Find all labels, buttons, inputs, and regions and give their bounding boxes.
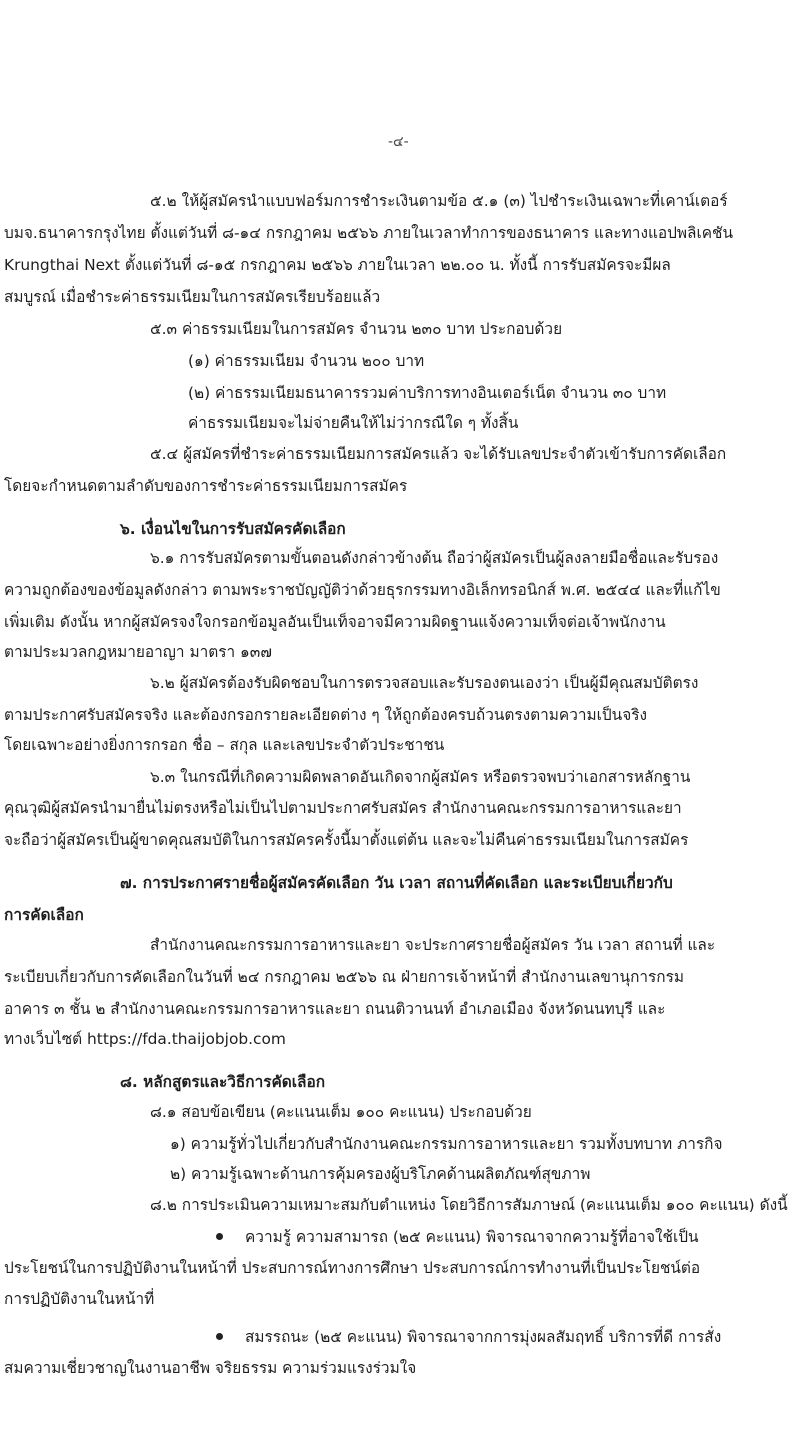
s6-1-line-3: เพิ่มเติม ดังนั้น หากผู้สมัครจงใจกรอกข้อมูลอันเป็นเท็จอาจมีความผิดฐานแจ้งความเท็จต่อเจ้าพนักงาน <box>4 613 666 631</box>
s6-3-line-1: ๖.๓ ในกรณีที่เกิดความผิดพลาดอันเกิดจากผู้สมัคร หรือตรวจพบว่าเอกสารหลักฐาน <box>150 768 691 786</box>
s5-4-line-1: ๕.๔ ผู้สมัครที่ชำระค่าธรรมเนียมการสมัครแล้ว จะได้รับเลขประจำตัวเข้ารับการคัดเลือก <box>150 445 727 463</box>
s6-heading: ๖. เงื่อนไขในการรับสมัครคัดเลือก <box>120 520 346 538</box>
s6-1-line-4: ตามประมวลกฎหมายอาญา มาตรา ๑๓๗ <box>4 643 272 661</box>
s5-2-line-1: ๕.๒ ให้ผู้สมัครนำแบบฟอร์มการชำระเงินตามข้อ ๕.๑ (๓) ไปชำระเงินเฉพาะที่เคาน์เตอร์ <box>150 192 728 210</box>
s5-2-line-4: สมบูรณ์ เมื่อชำระค่าธรรมเนียมในการสมัครเรียบร้อยแล้ว <box>4 288 381 306</box>
s6-1-line-1: ๖.๑ การรับสมัครตามขั้นตอนดังกล่าวข้างต้น ถือว่าผู้สมัครเป็นผู้ลงลายมือชื่อและรับรอง <box>150 549 719 567</box>
s7-heading-line-1: ๗. การประกาศรายชื่อผู้สมัครคัดเลือก วัน เวลา สถานที่คัดเลือก และระเบียบเกี่ยวกับ <box>120 874 673 892</box>
s8-2-bullet-1-line-2: ประโยชน์ในการปฏิบัติงานในหน้าที่ ประสบการณ์ทางการศึกษา ประสบการณ์การทำงานที่เป็นประโยชน์ต่อ <box>4 1259 701 1277</box>
s8-2-bullet-2-line-1: สมรรถนะ (๒๕ คะแนน) พิจารณาจากการมุ่งผลสัมฤทธิ์ บริการที่ดี การสั่ง <box>245 1328 722 1346</box>
s6-2-line-1: ๖.๒ ผู้สมัครต้องรับผิดชอบในการตรวจสอบและรับรองตนเองว่า เป็นผู้มีคุณสมบัติตรง <box>150 674 699 692</box>
s7-website-line: ทางเว็บไซต์ https://fda.thaijobjob.com <box>4 1030 286 1048</box>
s7-body-line-1: สำนักงานคณะกรรมการอาหารและยา จะประกาศรายชื่อผู้สมัคร วัน เวลา สถานที่ และ <box>150 936 716 954</box>
page-number: -๔- <box>388 134 409 150</box>
s8-2-line: ๘.๒ การประเมินความเหมาะสมกับตำแหน่ง โดยวิธีการสัมภาษณ์ (คะแนนเต็ม ๑๐๐ คะแนน) ดังนี้ <box>150 1196 788 1214</box>
s5-4-line-2: โดยจะกำหนดตามลำดับของการชำระค่าธรรมเนียมการสมัคร <box>4 477 408 495</box>
s7-body-line-2: ระเบียบเกี่ยวกับการคัดเลือกในวันที่ ๒๔ กรกฎาคม ๒๕๖๖ ณ ฝ่ายการเจ้าหน้าที่ สำนักงานเลขานุการกรม <box>4 968 685 986</box>
bullet-icon <box>216 1333 223 1340</box>
s6-2-line-2: ตามประกาศรับสมัครจริง และต้องกรอกรายละเอียดต่าง ๆ ให้ถูกต้องครบถ้วนตรงตามความเป็นจริง <box>4 706 648 724</box>
s6-3-line-3: จะถือว่าผู้สมัครเป็นผู้ขาดคุณสมบัติในการสมัครครั้งนี้มาตั้งแต่ต้น และจะไม่คืนค่าธรรมเนียมในการสมัคร <box>4 831 689 849</box>
s8-2-bullet-1-line-1: ความรู้ ความสามารถ (๒๕ คะแนน) พิจารณาจากความรู้ที่อาจใช้เป็น <box>245 1228 699 1246</box>
s5-2-line-2: บมจ.ธนาคารกรุงไทย ตั้งแต่วันที่ ๘-๑๔ กรกฎาคม ๒๕๖๖ ภายในเวลาทำการของธนาคาร และทางแอปพลิเคชัน <box>4 224 733 242</box>
s8-1-item-1: ๑) ความรู้ทั่วไปเกี่ยวกับสำนักงานคณะกรรมการอาหารและยา รวมทั้งบทบาท ภารกิจ <box>170 1135 723 1153</box>
s6-2-line-3: โดยเฉพาะอย่างยิ่งการกรอก ชื่อ – สกุล และเลขประจำตัวประชาชน <box>4 736 445 754</box>
s5-3-item-1: (๑) ค่าธรรมเนียม จำนวน ๒๐๐ บาท <box>188 352 425 370</box>
s6-3-line-2: คุณวุฒิผู้สมัครนำมายื่นไม่ตรงหรือไม่เป็นไปตามประกาศรับสมัคร สำนักงานคณะกรรมการอาหารและยา <box>4 799 682 817</box>
s5-3-item-2: (๒) ค่าธรรมเนียมธนาคารรวมค่าบริการทางอินเตอร์เน็ต จำนวน ๓๐ บาท <box>188 384 667 402</box>
s5-3-line-1: ๕.๓ ค่าธรรมเนียมในการสมัคร จำนวน ๒๓๐ บาท ประกอบด้วย <box>150 320 563 338</box>
s7-body-line-3: อาคาร ๓ ชั้น ๒ สำนักงานคณะกรรมการอาหารและยา ถนนติวานนท์ อำเภอเมือง จังหวัดนนทบุรี และ <box>4 1000 666 1018</box>
s8-1-line: ๘.๑ สอบข้อเขียน (คะแนนเต็ม ๑๐๐ คะแนน) ประกอบด้วย <box>150 1103 532 1121</box>
bullet-icon <box>216 1233 223 1240</box>
s7-heading-line-2: การคัดเลือก <box>4 906 84 924</box>
s8-1-item-2: ๒) ความรู้เฉพาะด้านการคุ้มครองผู้บริโภคด้านผลิตภัณฑ์สุขภาพ <box>170 1165 591 1183</box>
s8-2-bullet-1-line-3: การปฏิบัติงานในหน้าที่ <box>4 1290 155 1308</box>
s8-heading: ๘. หลักสูตรและวิธีการคัดเลือก <box>120 1073 326 1091</box>
s8-2-bullet-2-line-2: สมความเชี่ยวชาญในงานอาชีพ จริยธรรม ความร่วมแรงร่วมใจ <box>4 1359 417 1377</box>
s6-1-line-2: ความถูกต้องของข้อมูลดังกล่าว ตามพระราชบัญญัติว่าด้วยธุรกรรมทางอิเล็กทรอนิกส์ พ.ศ. ๒๕๔๔ และที่แก้ไข <box>4 581 721 599</box>
s5-3-note: ค่าธรรมเนียมจะไม่จ่ายคืนให้ไม่ว่ากรณีใด ๆ ทั้งสิ้น <box>188 414 519 432</box>
s5-2-line-3: Krungthai Next ตั้งแต่วันที่ ๘-๑๕ กรกฎาคม ๒๕๖๖ ภายในเวลา ๒๒.๐๐ น. ทั้งนี้ การรับสมัครจะมีผล <box>4 256 671 274</box>
